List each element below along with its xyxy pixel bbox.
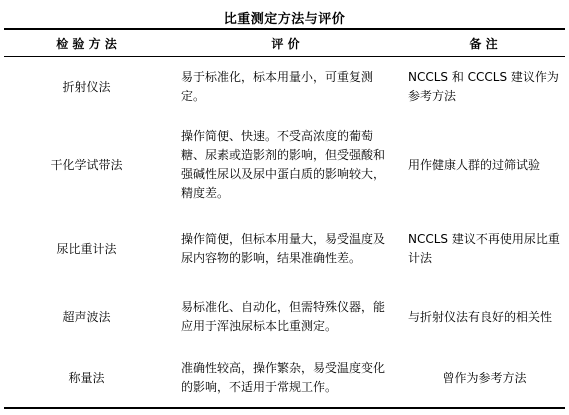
header-row bbox=[4, 30, 565, 56]
header-note: 备 注 bbox=[469, 36, 498, 51]
table-row bbox=[4, 56, 565, 118]
table-title: 比重测定方法与评价 bbox=[223, 12, 346, 27]
evaluation-cell: 易标准化、自动化，但需特殊仪器，能应用于浑浊尿标本比重测定。 bbox=[181, 300, 386, 333]
note-cell: 用作健康人群的过筛试验 bbox=[408, 157, 541, 172]
method-cell: 称量法 bbox=[68, 370, 105, 385]
table-row bbox=[4, 118, 565, 212]
evaluation-cell: 操作简便、快速。不受高浓度的葡萄糖、尿素或造影剂的影响，但受强酸和强碱性尿以及尿中蛋白质的影响较大，精度差。 bbox=[181, 129, 386, 200]
evaluation-cell: 准确性较高，操作繁杂，易受温度变化的影响，不适用于常规工作。 bbox=[181, 361, 386, 394]
header-evaluation: 评 价 bbox=[271, 36, 300, 51]
method-cell: 折射仪法 bbox=[62, 79, 111, 94]
note-cell: 与折射仪法有良好的相关性 bbox=[408, 309, 553, 324]
evaluation-table bbox=[4, 30, 565, 408]
table-row bbox=[4, 286, 565, 348]
method-cell: 干化学试带法 bbox=[50, 157, 123, 172]
evaluation-cell: 操作简便，但标本用量大，易受温度及尿内容物的影响，结果准确性差。 bbox=[181, 232, 386, 265]
note-cell: 曾作为参考方法 bbox=[442, 370, 527, 385]
header-method: 检 验 方 法 bbox=[56, 36, 117, 51]
note-cell: NCCLS 建议不再使用尿比重计法 bbox=[408, 232, 560, 265]
note-cell: NCCLS 和 CCCLS 建议作为参考方法 bbox=[408, 70, 559, 103]
table-row bbox=[4, 212, 565, 286]
evaluation-cell: 易于标准化，标本用量小，可重复测定。 bbox=[181, 70, 374, 103]
method-cell: 超声波法 bbox=[62, 309, 111, 324]
table-row bbox=[4, 348, 565, 408]
method-cell: 尿比重计法 bbox=[56, 241, 117, 256]
